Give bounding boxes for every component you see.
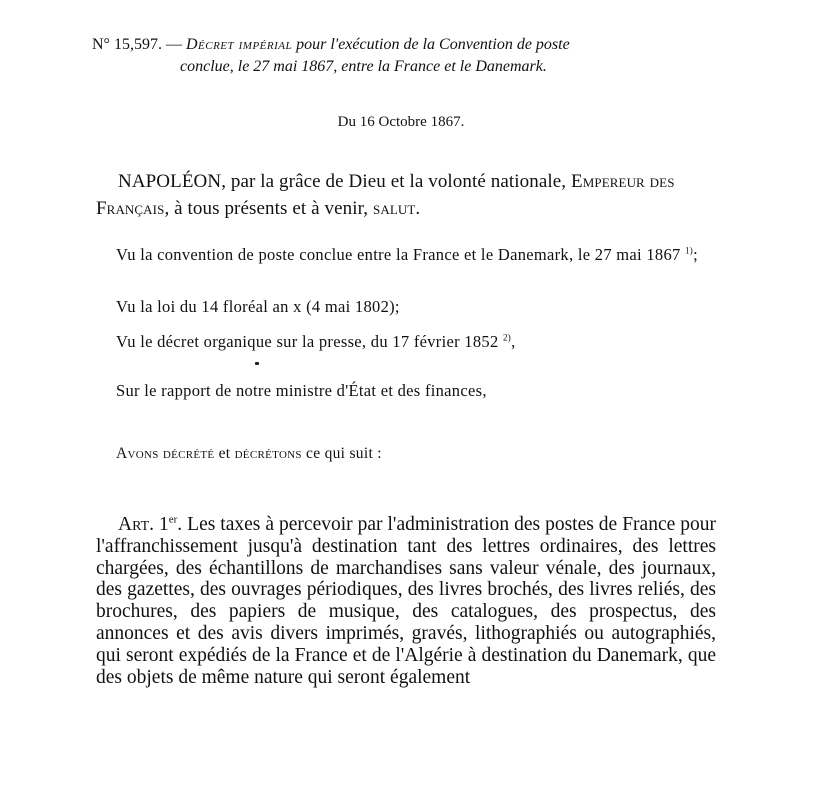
emperor-name: NAPOLÉON	[118, 171, 222, 192]
preamble-text-1: , par la grâce de Dieu et la volonté nationale,	[221, 171, 567, 192]
decree-formula-rest: ce qui suit :	[301, 445, 382, 462]
article-label-sup: er	[168, 513, 178, 526]
visa-loi: Vu la loi du 14 floréal an x (4 mai 1802);	[116, 297, 400, 316]
decree-formula-et: et	[214, 445, 235, 462]
footnote-ref-2: 2)	[502, 332, 512, 343]
article-label: Art. 1	[118, 514, 169, 535]
visa-decret-end: ,	[511, 332, 516, 351]
preamble-salut: salut	[373, 198, 416, 219]
decree-formula-a: A	[116, 445, 128, 462]
decree-title-caps: Décret impérial	[185, 36, 293, 53]
decree-number: N° 15,597. —	[92, 36, 182, 53]
decree-title-rest: pour l'exécution de la Convention de poste	[296, 36, 570, 53]
visa-decret-text: Vu le décret organique sur la presse, du 17 février 1852	[116, 332, 499, 351]
preamble-text-2: , à tous présents et à venir,	[164, 198, 369, 219]
preamble-end: .	[415, 198, 421, 219]
visa-rapport: Sur le rapport de notre ministre d'État et des finances,	[116, 381, 487, 400]
preamble	[96, 168, 720, 222]
decree-title-line2: conclue, le 27 mai 1867, entre la France et le Danemark.	[180, 58, 547, 75]
decree-formula-decretons: décrétons	[234, 445, 302, 462]
ink-mark	[255, 362, 259, 365]
visa-decret-presse	[116, 331, 744, 352]
decree-date	[0, 114, 826, 131]
decree-formula	[116, 445, 382, 463]
decree-heading	[92, 34, 732, 78]
article-1	[96, 514, 716, 688]
visa-convention-end: ;	[693, 245, 698, 264]
visa-convention-text: Vu la convention de poste conclue entre la France et le Danemark, le 27 mai 1867	[116, 245, 681, 264]
decree-formula-avons: vons décrété	[127, 445, 215, 462]
visa-convention	[94, 244, 722, 265]
footnote-ref-1: 1)	[685, 245, 694, 256]
preamble-title: Empereur des Français	[96, 171, 675, 219]
decree-date-text: Du 16 Octobre 1867.	[337, 114, 465, 130]
article-text: . Les taxes à percevoir par l'administration des postes de France pour l'affranchissement jusqu'à destination tant des lettres ordinaires, des lettres chargées, des échantillons de marchandises sans valeur vénale, des journaux, des gazettes, des ouvrages périodiques, des livres brochés, des livres reliés, des brochures, des papiers de musique, des catalogues, des prospectus, des annonces et des avis divers imprimés, gravés, lithographiés ou autographiés, qui seront expédiés de la France et de l'Algérie à destination du Danemark, que des objets de même nature qui seront également	[96, 514, 716, 688]
